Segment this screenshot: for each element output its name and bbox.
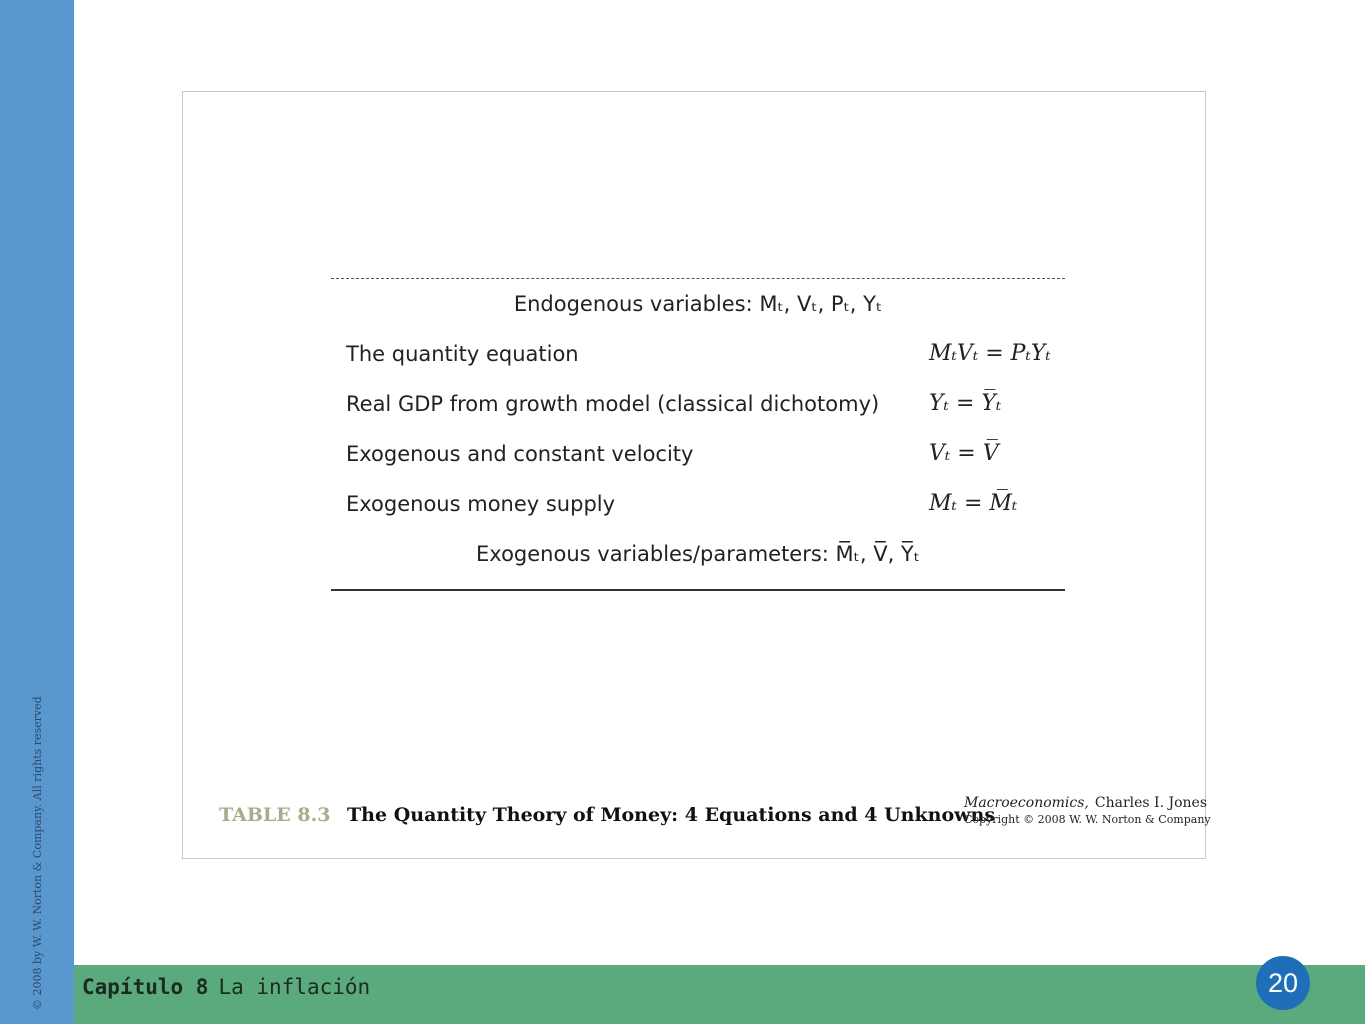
quantity-theory-table bbox=[331, 278, 1065, 591]
table-row bbox=[331, 329, 1065, 379]
book-title: Macroeconomics, bbox=[964, 795, 1089, 811]
row-equation: Yₜ = Y̅ₜ bbox=[929, 391, 1002, 416]
endogenous-variables: Endogenous variables: Mₜ, Vₜ, Pₜ, Yₜ bbox=[513, 292, 883, 316]
table-figure bbox=[182, 91, 1211, 859]
row-equation: Mₜ = M̅ₜ bbox=[929, 491, 1018, 516]
row-description: Exogenous and constant velocity bbox=[346, 442, 694, 466]
table-label: TABLE 8.3 bbox=[219, 804, 331, 826]
page-number-badge: 20 bbox=[1256, 956, 1310, 1010]
table-row bbox=[331, 379, 1065, 429]
table-caption bbox=[219, 804, 995, 826]
copyright-notice: © 2008 by W. W. Norton & Company. All rights reserved bbox=[31, 696, 44, 1010]
exogenous-variables: Exogenous variables/parameters: M̅ₜ, V̅, Y̅ₜ bbox=[476, 542, 920, 566]
book-credit bbox=[964, 795, 1211, 826]
credit-line bbox=[964, 795, 1211, 811]
chapter-heading bbox=[82, 975, 370, 999]
table-footer bbox=[331, 529, 1065, 579]
row-description: Exogenous money supply bbox=[346, 492, 616, 516]
book-author: Charles I. Jones bbox=[1094, 795, 1207, 811]
chapter-title: La inflación bbox=[218, 975, 371, 999]
credit-copyright: Copyright © 2008 W. W. Norton & Company bbox=[964, 813, 1211, 826]
table-title: The Quantity Theory of Money: 4 Equations and 4 Unknowns bbox=[347, 804, 996, 826]
row-equation: MₜVₜ = PₜYₜ bbox=[929, 341, 1051, 366]
row-description: The quantity equation bbox=[346, 342, 579, 366]
table-row bbox=[331, 479, 1065, 529]
left-sidebar bbox=[0, 0, 74, 1024]
table-header bbox=[331, 279, 1065, 329]
row-description: Real GDP from growth model (classical dichotomy) bbox=[346, 392, 880, 416]
chapter-label: Capítulo 8 bbox=[82, 975, 209, 999]
row-equation: Vₜ = V̅ bbox=[929, 441, 999, 466]
table-row bbox=[331, 429, 1065, 479]
table-bottom-rule bbox=[331, 589, 1065, 591]
